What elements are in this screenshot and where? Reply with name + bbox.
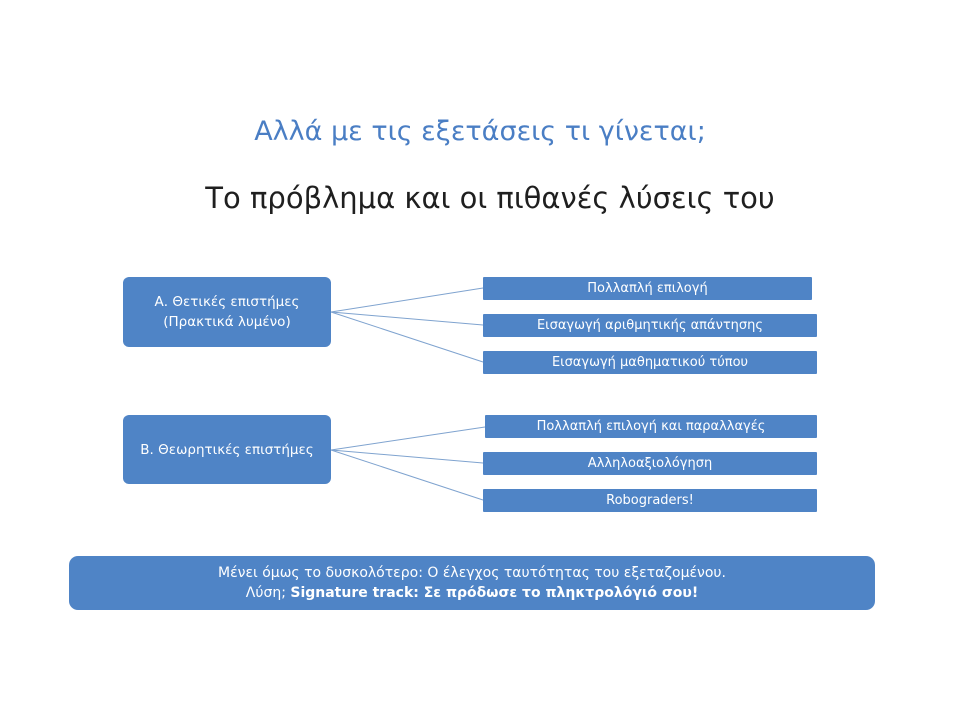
connector-line [331,312,483,362]
group-b-item-1: Πολλαπλή επιλογή και παραλλαγές [485,415,817,438]
group-a-label: Α. Θετικές επιστήμες [154,294,300,310]
connector-line [331,427,485,450]
connector-line [331,312,483,325]
group-b-item-3: Robograders! [483,489,817,512]
connector-line [331,450,483,463]
group-a-item-3: Εισαγωγή μαθηματικού τύπου [483,351,817,374]
note-line-2-plain: Λύση; [245,585,291,601]
note-box [69,556,875,610]
group-b-item-2: Αλληλοαξιολόγηση [483,452,817,475]
note-line-1: Μένει όμως το δυσκολότερο: Ο έλεγχος ταυτότητας του εξεταζομένου. [218,565,726,581]
note-line-2-bold: Signature track: Σε πρόδωσε το πληκτρολόγιό σου! [290,585,699,601]
group-a-sublabel: (Πρακτικά λυμένο) [163,314,291,330]
group-a-item-1: Πολλαπλή επιλογή [483,277,812,300]
group-a-box [123,277,331,347]
group-a-item-2: Εισαγωγή αριθμητικής απάντησης [483,314,817,337]
group-b-label: Β. Θεωρητικές επιστήμες [140,441,314,458]
group-b-box [123,415,331,484]
slide-title: Αλλά με τις εξετάσεις τι γίνεται; [254,116,706,147]
connector-line [331,288,483,312]
slide-subtitle: Το πρόβλημα και οι πιθανές λύσεις του [205,181,775,215]
connector-line [331,450,483,500]
note-line-2 [246,583,698,603]
